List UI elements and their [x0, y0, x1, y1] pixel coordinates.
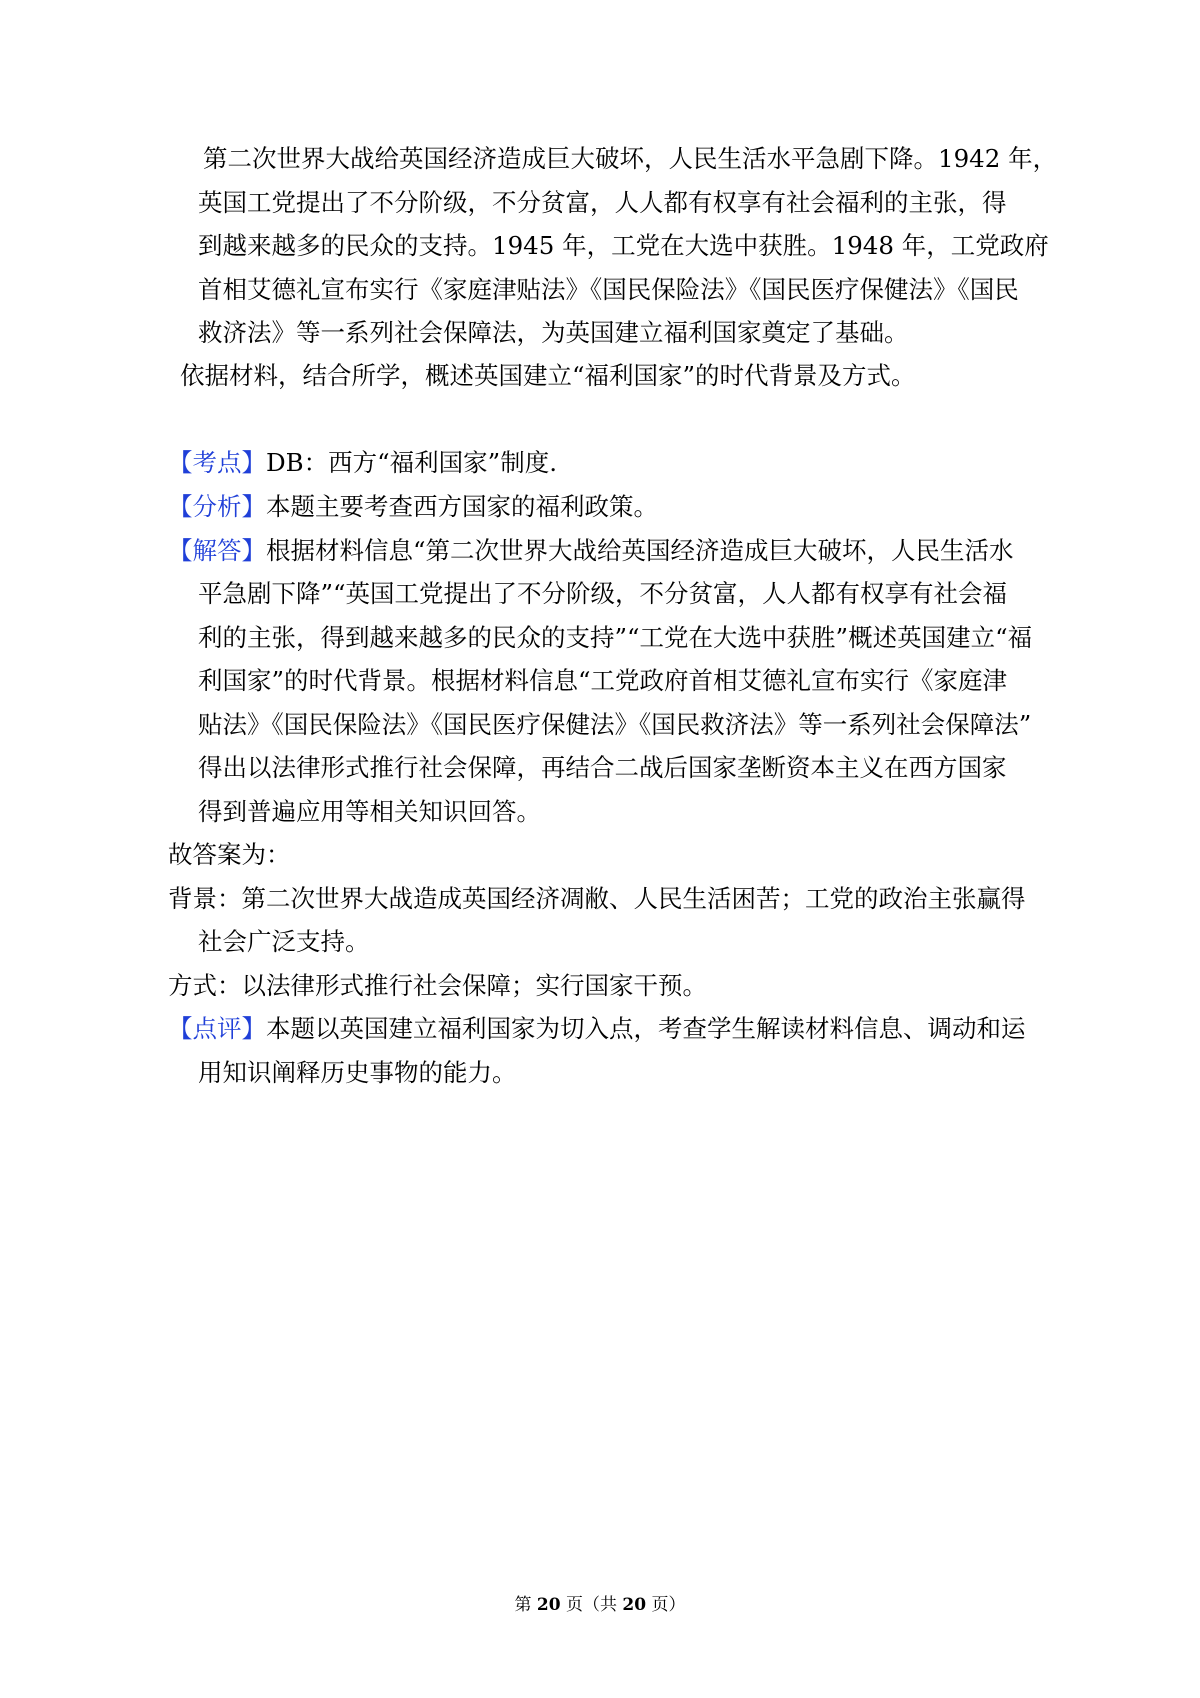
jieda-line: 平急剧下降”“英国工党提出了不分阶级，不分贫富，人人都有权享有社会福 — [198, 579, 1008, 608]
footer-total-pages: 20 — [622, 1595, 647, 1615]
answer-background: 背景：第二次世界大战造成英国经济凋敝、人民生活困苦；工党的政治主张赢得 — [168, 884, 1026, 913]
jieda-text: 根据材料信息“第二次世界大战给英国经济造成巨大破坏，人民生活水 — [266, 536, 1014, 565]
answer-method: 方式：以法律形式推行社会保障；实行国家干预。 — [168, 971, 707, 1000]
answer-background-cont: 社会广泛支持。 — [198, 927, 370, 956]
material-line: 到越来越多的民众的支持。1945 年，工党在大选中获胜。1948 年，工党政府 — [198, 231, 1049, 260]
footer-suffix: 页） — [646, 1595, 686, 1615]
jieda-line: 利的主张，得到越来越多的民众的支持”“工党在大选中获胜”概述英国建立“福 — [198, 623, 1033, 652]
kaodian-text: DB：西方“福利国家”制度. — [266, 448, 557, 477]
material-line: 首相艾德礼宣布实行《家庭津贴法》《国民保险法》《国民医疗保健法》《国民 — [198, 275, 1019, 304]
footer-current-page: 20 — [536, 1595, 561, 1615]
dianping-cont: 用知识阐释历史事物的能力。 — [198, 1058, 517, 1087]
material-line: 救济法》等一系列社会保障法，为英国建立福利国家奠定了基础。 — [198, 318, 909, 347]
kaodian-row — [168, 446, 557, 480]
jieda-line: 贴法》《国民保险法》《国民医疗保健法》《国民救济法》等一系列社会保障法” — [198, 710, 1032, 739]
jieda-row — [168, 534, 1014, 568]
fenxi-row — [168, 490, 658, 524]
kaodian-tag: 【考点】 — [168, 448, 266, 477]
jieda-tag: 【解答】 — [168, 536, 266, 565]
page-footer — [0, 1593, 1200, 1617]
footer-middle: 页（共 — [560, 1595, 623, 1615]
fenxi-text: 本题主要考查西方国家的福利政策。 — [266, 492, 658, 521]
material-line: 第二次世界大战给英国经济造成巨大破坏，人民生活水平急剧下降。1942 年， — [203, 144, 1058, 173]
dianping-text: 本题以英国建立福利国家为切入点，考查学生解读材料信息、调动和运 — [266, 1014, 1026, 1043]
dianping-row — [168, 1012, 1026, 1046]
question-text: 依据材料，结合所学，概述英国建立“福利国家”的时代背景及方式。 — [180, 361, 916, 390]
fenxi-tag: 【分析】 — [168, 492, 266, 521]
jieda-line: 得到普遍应用等相关知识回答。 — [198, 797, 541, 826]
answer-intro: 故答案为： — [168, 840, 291, 869]
jieda-line: 利国家”的时代背景。根据材料信息“工党政府首相艾德礼宣布实行《家庭津 — [198, 666, 1008, 695]
jieda-line: 得出以法律形式推行社会保障，再结合二战后国家垄断资本主义在西方国家 — [198, 753, 1007, 782]
footer-prefix: 第 — [514, 1595, 537, 1615]
material-line: 英国工党提出了不分阶级，不分贫富，人人都有权享有社会福利的主张，得 — [198, 188, 1007, 217]
dianping-tag: 【点评】 — [168, 1014, 266, 1043]
